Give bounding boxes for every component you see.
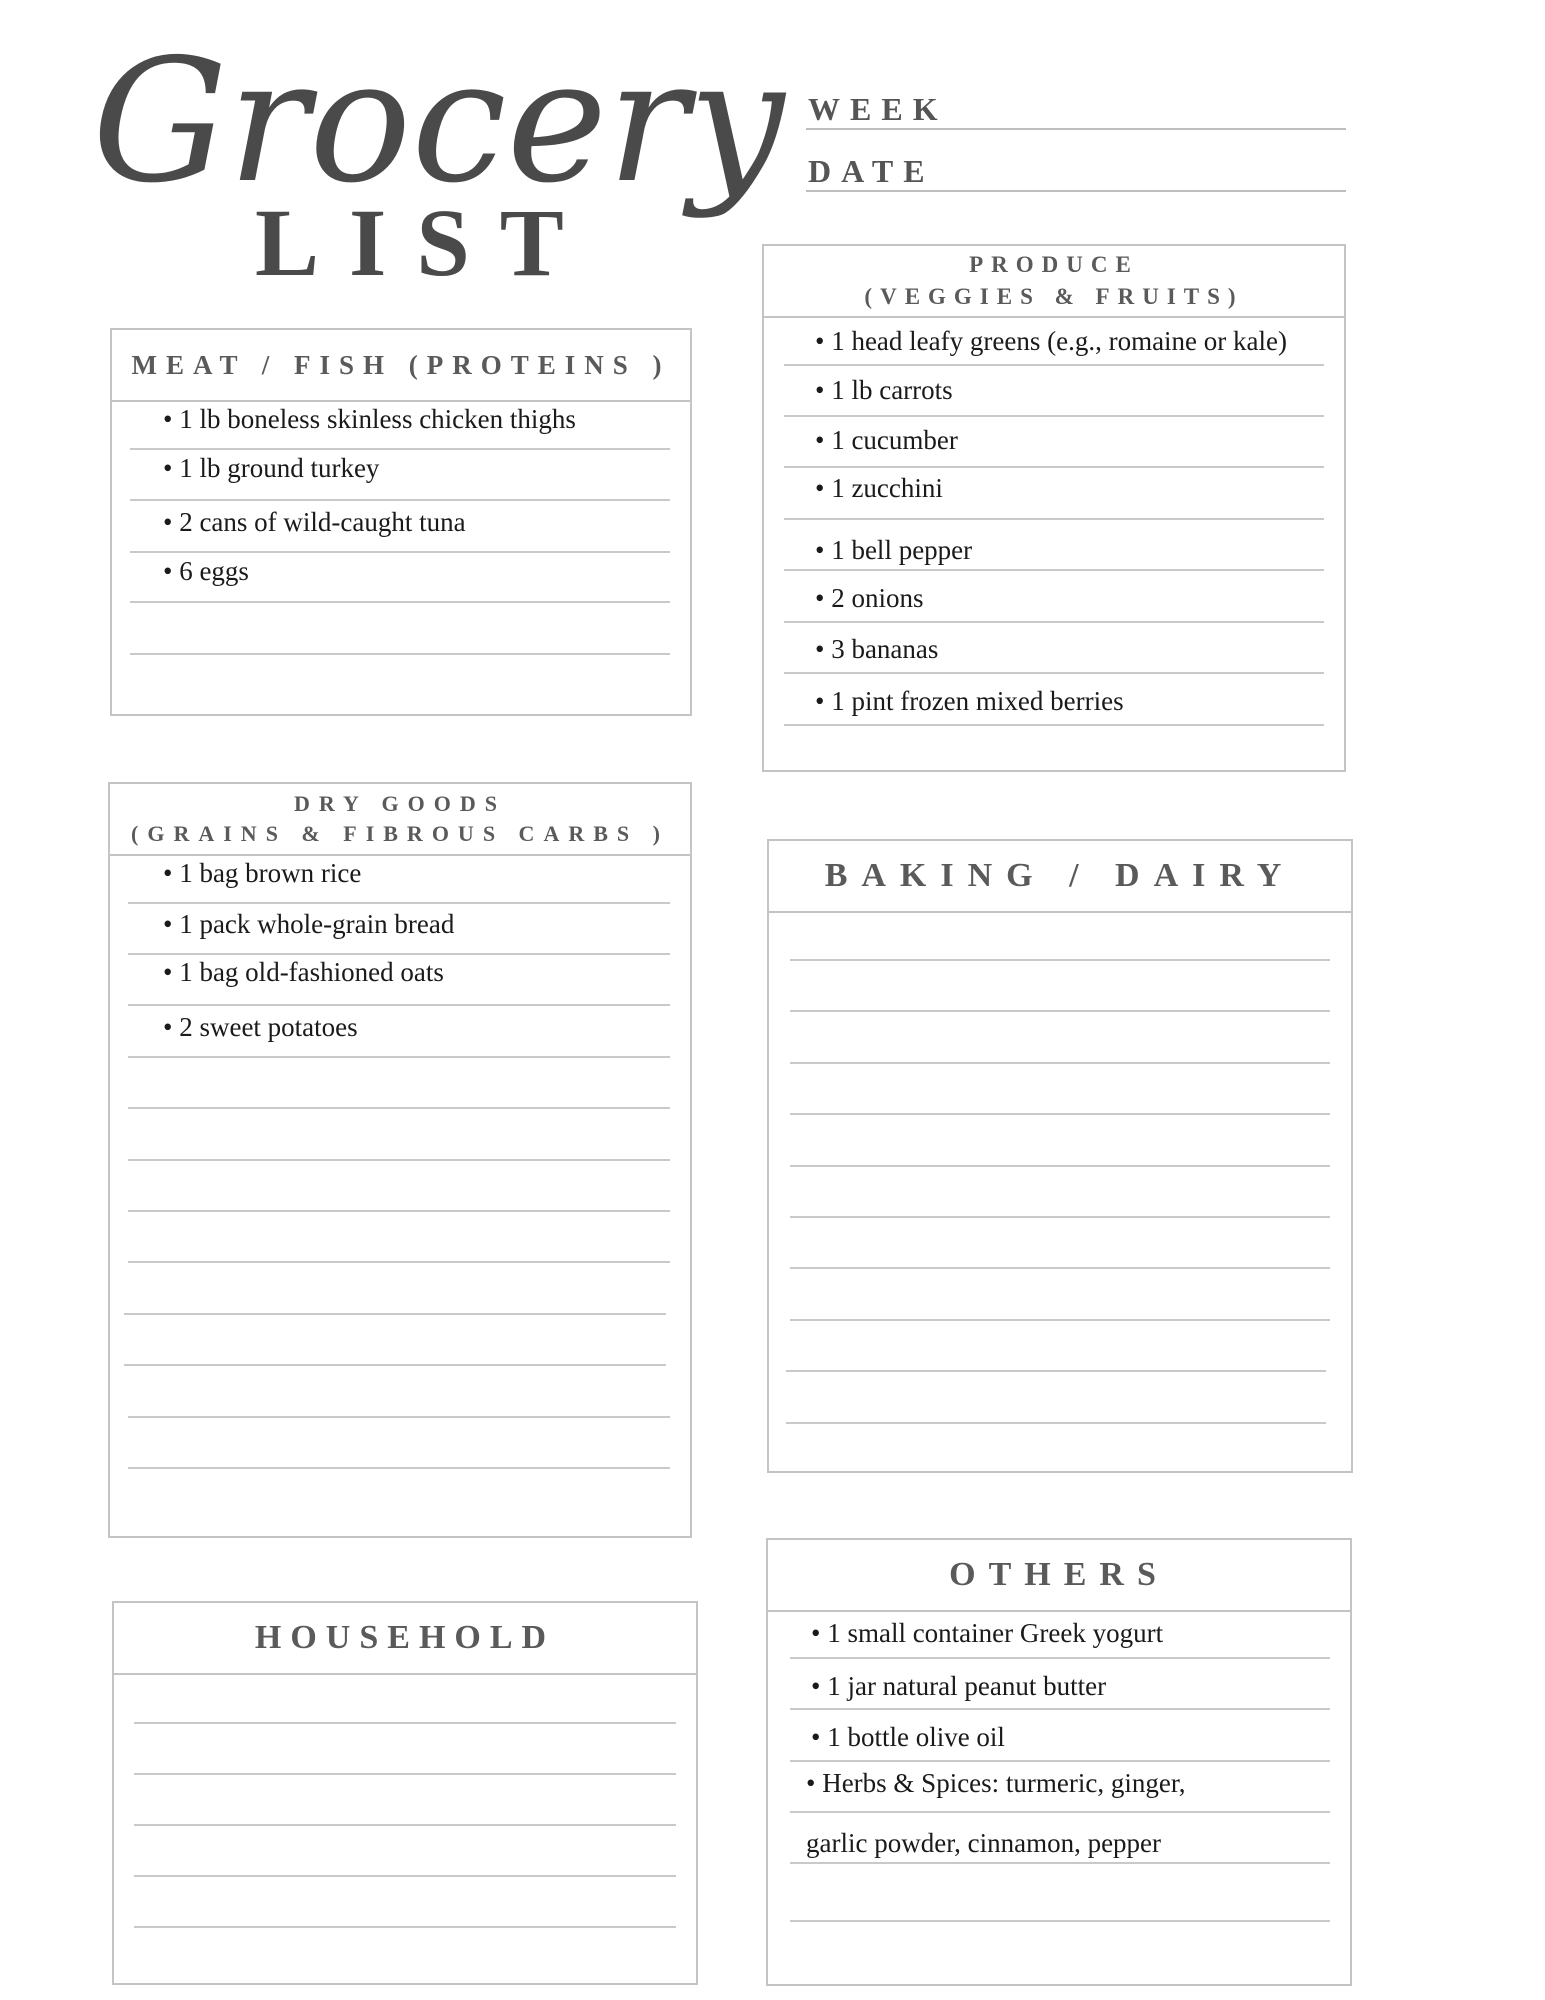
write-line[interactable] [134, 1926, 676, 1928]
produce-title: PRODUCE [969, 252, 1139, 277]
week-field[interactable] [806, 88, 1346, 130]
write-line[interactable] [784, 724, 1324, 726]
write-line[interactable] [128, 953, 670, 955]
list-item: • 1 bag old-fashioned oats [163, 957, 444, 987]
list-item: • 1 small container Greek yogurt [811, 1618, 1164, 1648]
write-line[interactable] [128, 1004, 670, 1006]
write-line[interactable] [784, 415, 1324, 417]
write-line[interactable] [128, 1159, 670, 1161]
list-item: • Herbs & Spices: turmeric, ginger, [806, 1768, 1186, 1798]
others-header [768, 1540, 1350, 1612]
write-line[interactable] [790, 1113, 1330, 1115]
write-line[interactable] [124, 1313, 666, 1315]
write-line[interactable] [128, 1107, 670, 1109]
list-item: • 1 lb boneless skinless chicken thighs [163, 404, 576, 434]
write-line[interactable] [134, 1773, 676, 1775]
write-line[interactable] [790, 1920, 1330, 1922]
others-section [766, 1538, 1352, 1986]
write-line[interactable] [786, 1370, 1326, 1372]
write-line[interactable] [134, 1824, 676, 1826]
write-line[interactable] [790, 1657, 1330, 1659]
write-line[interactable] [128, 1056, 670, 1058]
dry-goods-title: DRY GOODS [293, 791, 507, 816]
baking-dairy-section [767, 839, 1353, 1473]
list-title: LIST [255, 189, 594, 296]
write-line[interactable] [790, 1062, 1330, 1064]
write-line[interactable] [784, 569, 1324, 571]
household-title: HOUSEHOLD [254, 1619, 556, 1656]
write-line[interactable] [784, 364, 1324, 366]
list-item: • 3 bananas [815, 634, 939, 664]
list-item: • 1 bag brown rice [163, 858, 362, 888]
write-line[interactable] [790, 1708, 1330, 1710]
list-item: • 1 head leafy greens (e.g., romaine or kale) [815, 326, 1287, 356]
list-item: • 1 bottle olive oil [811, 1722, 1005, 1752]
dry-goods-header [110, 784, 690, 856]
write-line[interactable] [130, 551, 670, 553]
write-line[interactable] [128, 1210, 670, 1212]
write-line[interactable] [790, 1811, 1330, 1813]
write-line[interactable] [784, 621, 1324, 623]
date-field[interactable] [806, 150, 1346, 192]
household-header [114, 1603, 696, 1675]
produce-header [764, 246, 1344, 318]
write-line[interactable] [130, 499, 670, 501]
write-line[interactable] [124, 1364, 666, 1366]
list-item: garlic powder, cinnamon, pepper [806, 1828, 1162, 1858]
write-line[interactable] [134, 1875, 676, 1877]
write-line[interactable] [790, 1760, 1330, 1762]
write-line[interactable] [790, 1862, 1330, 1864]
write-line[interactable] [790, 1165, 1330, 1167]
list-item: • 1 pint frozen mixed berries [815, 686, 1124, 716]
write-line[interactable] [128, 1416, 670, 1418]
svg-text:Grocery: Grocery [92, 23, 785, 221]
write-line[interactable] [790, 959, 1330, 961]
list-item: • 1 zucchini [815, 473, 943, 503]
list-item: • 2 cans of wild-caught tuna [163, 507, 466, 537]
write-line[interactable] [128, 1261, 670, 1263]
write-line[interactable] [790, 1319, 1330, 1321]
week-label: WEEK [808, 91, 948, 127]
meat-fish-header [112, 330, 690, 402]
write-line[interactable] [784, 466, 1324, 468]
list-item: • 1 jar natural peanut butter [811, 1671, 1107, 1701]
list-item: • 1 pack whole-grain bread [163, 909, 455, 939]
list-item: • 2 onions [815, 583, 924, 613]
write-line[interactable] [134, 1722, 676, 1724]
write-line[interactable] [130, 448, 670, 450]
produce-subtitle: (VEGGIES & FRUITS) [864, 284, 1244, 309]
list-item: • 1 lb ground turkey [163, 453, 380, 483]
write-line[interactable] [784, 672, 1324, 674]
list-item: • 1 cucumber [815, 425, 958, 455]
write-line[interactable] [130, 653, 670, 655]
list-item: • 1 bell pepper [815, 535, 973, 565]
baking-dairy-header [769, 841, 1351, 913]
dry-goods-subtitle: (GRAINS & FIBROUS CARBS ) [131, 821, 669, 846]
write-line[interactable] [790, 1010, 1330, 1012]
list-item: • 6 eggs [163, 556, 249, 586]
write-line[interactable] [130, 601, 670, 603]
meat-fish-title: MEAT / FISH (PROTEINS ) [131, 349, 671, 380]
write-line[interactable] [128, 1467, 670, 1469]
baking-dairy-title: BAKING / DAIRY [824, 857, 1296, 894]
list-item: • 1 lb carrots [815, 375, 953, 405]
write-line[interactable] [128, 902, 670, 904]
write-line[interactable] [790, 1216, 1330, 1218]
write-line[interactable] [790, 1267, 1330, 1269]
write-line[interactable] [786, 1422, 1326, 1424]
others-title: OTHERS [949, 1556, 1169, 1593]
list-item: • 2 sweet potatoes [163, 1012, 358, 1042]
write-line[interactable] [784, 518, 1324, 520]
date-label: DATE [808, 153, 935, 189]
